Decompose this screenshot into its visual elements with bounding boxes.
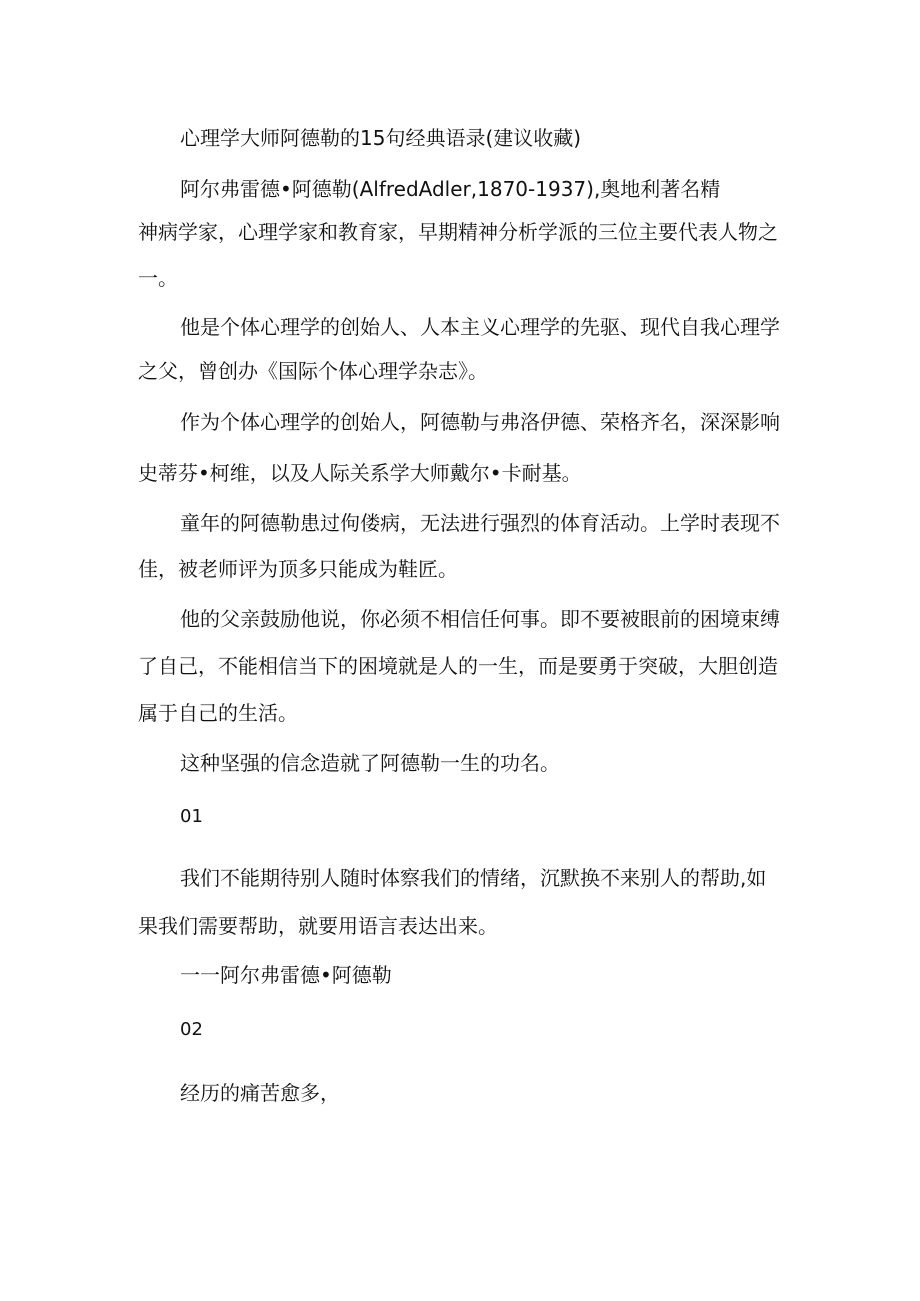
quote-number: 01 [180, 806, 203, 827]
founder-paragraph-line: 之父，曾创办《国际个体心理学杂志》。 [138, 359, 488, 383]
influence-paragraph-line: 史蒂芬•柯维，以及人际关系学大师戴尔•卡耐基。 [138, 461, 582, 485]
childhood-paragraph-line: 佳，被老师评为顶多只能成为鞋匠。 [138, 557, 458, 581]
father-paragraph-line: 他的父亲鼓励他说，你必须不相信任何事。即不要被眼前的困境束缚 [180, 607, 780, 631]
influence-paragraph-line: 作为个体心理学的创始人，阿德勒与弗洛伊德、荣格齐名，深深影响 [180, 410, 780, 434]
intro-paragraph-line: 神病学家，心理学家和教育家，早期精神分析学派的三位主要代表人物之 [138, 220, 778, 244]
quote-text-line: 经历的痛苦愈多， [180, 1081, 340, 1105]
quote-text-line: 我们不能期待别人随时体察我们的情绪，沉默换不来别人的帮助,如 [180, 866, 767, 890]
father-paragraph-line: 属于自己的生活。 [138, 701, 298, 725]
quote-number: 02 [180, 1019, 203, 1040]
childhood-paragraph-line: 童年的阿德勒患过佝偻病，无法进行强烈的体育活动。上学时表现不 [180, 511, 780, 535]
father-paragraph-line: 了自己，不能相信当下的困境就是人的一生，而是要勇于突破，大胆创造 [138, 654, 778, 678]
intro-paragraph-line: 阿尔弗雷德•阿德勒(AlfredAdler,1870-1937),奥地利著名精 [180, 177, 721, 201]
document-title: 心理学大师阿德勒的15句经典语录(建议收藏) [180, 126, 582, 150]
quote-text-line: 果我们需要帮助，就要用语言表达出来。 [138, 914, 498, 938]
founder-paragraph-line: 他是个体心理学的创始人、人本主义心理学的先驱、现代自我心理学 [180, 315, 780, 339]
intro-paragraph-line: 一。 [138, 266, 178, 290]
quote-attribution: 一一阿尔弗雷德•阿德勒 [180, 963, 392, 987]
belief-paragraph: 这种坚强的信念造就了阿德勒一生的功名。 [180, 751, 560, 775]
